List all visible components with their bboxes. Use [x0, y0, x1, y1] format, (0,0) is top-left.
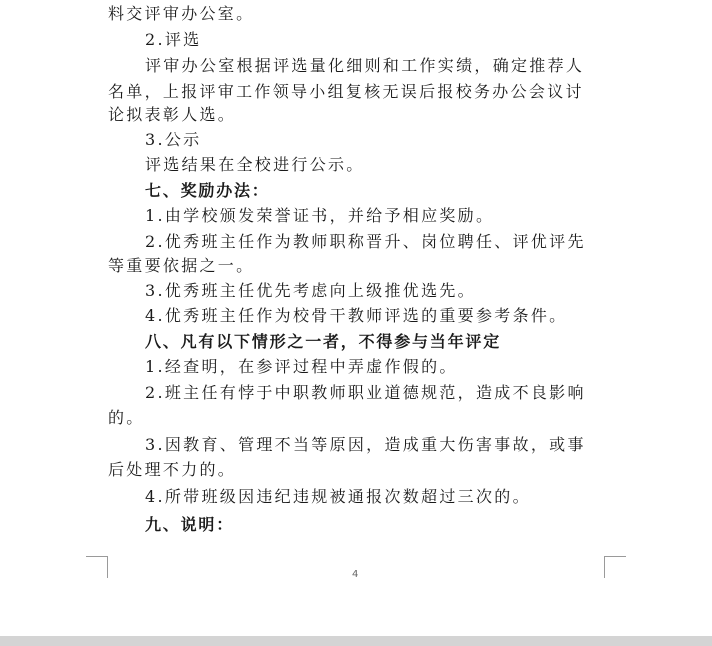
text-line: 后处理不力的。: [108, 460, 237, 479]
text-line: 3.优秀班主任优先考虑向上级推优选先。: [145, 281, 476, 300]
subsection-heading: 3.公示: [145, 130, 202, 149]
page-margin-corner-right: [604, 556, 605, 578]
text-line: 名单，上报评审工作领导小组复核无误后报校务办公会议讨: [108, 82, 584, 101]
text-line: 料交评审办公室。: [108, 4, 255, 23]
text-line: 4.优秀班主任作为校骨干教师评选的重要参考条件。: [145, 306, 568, 325]
text-line: 评选结果在全校进行公示。: [145, 155, 365, 174]
section-heading: 七、奖励办法：: [145, 181, 270, 200]
text-line: 4.所带班级因违纪违规被通报次数超过三次的。: [145, 487, 531, 506]
text-line: 2.优秀班主任作为教师职称晋升、岗位聘任、评优评先: [145, 232, 586, 251]
section-heading: 八、凡有以下情形之一者，不得参与当年评定: [145, 332, 502, 351]
page-margin-corner-left: [107, 556, 108, 578]
text-line: 论拟表彰人选。: [108, 105, 237, 124]
text-line: 等重要依据之一。: [108, 256, 255, 275]
text-line: 1.由学校颁发荣誉证书，并给予相应奖励。: [145, 206, 495, 225]
section-heading: 九、说明：: [145, 515, 235, 534]
text-line: 3.因教育、管理不当等原因，造成重大伤害事故，或事: [145, 435, 586, 454]
subsection-heading: 2.评选: [145, 30, 202, 49]
page-margin-corner-right: [604, 556, 626, 557]
text-line: 的。: [108, 408, 145, 427]
text-line: 评审办公室根据评选量化细则和工作实绩，确定推荐人: [145, 56, 585, 75]
page-gap: [0, 636, 712, 646]
page-number: 4: [352, 569, 359, 580]
text-line: 1.经查明，在参评过程中弄虚作假的。: [145, 357, 458, 376]
text-line: 2.班主任有悖于中职教师职业道德规范，造成不良影响: [145, 383, 586, 402]
page-margin-corner-left: [86, 556, 108, 557]
